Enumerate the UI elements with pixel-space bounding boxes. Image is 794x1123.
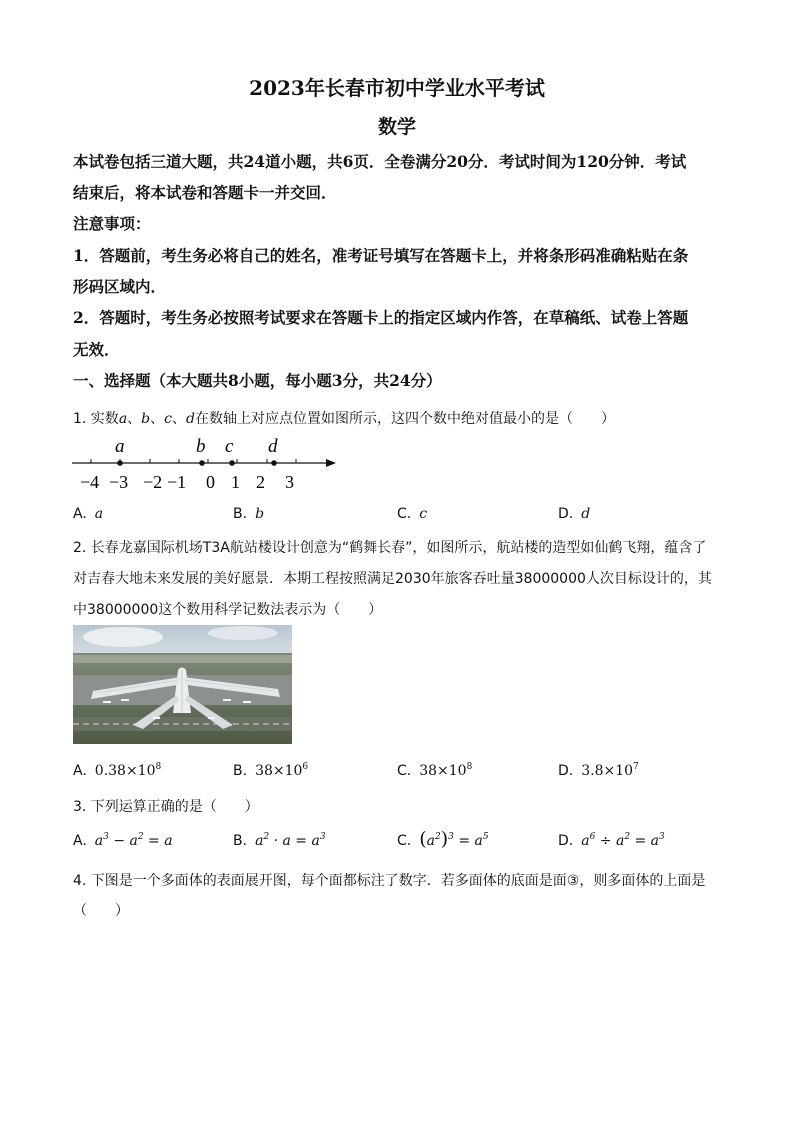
q1-sep-3: 、 [171, 411, 186, 427]
q1-sep-1: 、 [127, 411, 142, 427]
section-1-heading: 一、选择题（本大题共8小题，每小题3分，共24分） [73, 371, 442, 390]
option-label: C. [397, 763, 412, 779]
note-2-line-2: 无效． [73, 340, 120, 359]
notes-heading: 注意事项： [73, 214, 151, 233]
q3-option-b[interactable] [233, 832, 326, 849]
question-1-text [73, 408, 615, 428]
q1-number-line [68, 432, 348, 494]
q2-line-1: 2. 长春龙嘉国际机场T3A航站楼设计创意为“鹤舞长春”，如图所示，航站楼的造型如仙鹤飞翔，蕴含了 [73, 540, 707, 556]
q4-line-1: 4. 下图是一个多面体的表面展开图，每个面都标注了数字．若多面体的底面是面③，则多面体的上面是 [73, 873, 706, 889]
airport-terminal-image [73, 625, 292, 744]
q1-suffix: 在数轴上对应点位置如图所示，这四个数中绝对值最小的是（ ） [194, 411, 615, 427]
tick-label: −4 [80, 472, 100, 492]
q2-option-d[interactable] [558, 762, 639, 779]
option-value: a [94, 506, 104, 522]
q1-var-a: a [118, 411, 128, 427]
intro-line-1: 本试卷包括三道大题，共24道小题，共6页．全卷满分20分．考试时间为120分钟．考试 [73, 152, 687, 171]
tick-label: −2 [143, 472, 163, 492]
option-base: 38×10 [419, 763, 467, 779]
option-expression: $a^6 \div a^2 = a^3$ [581, 832, 665, 849]
option-label: B. [233, 833, 248, 849]
option-exponent: 7 [633, 762, 639, 772]
exam-subject: 数学 [377, 116, 416, 138]
note-1-line-1: 1．答题前，考生务必将自己的姓名，准考证号填写在答题卡上，并将条形码准确粘贴在条 [73, 246, 689, 265]
q2-line-3: 中38000000这个数用科学记数法表示为（ ） [73, 602, 383, 618]
q1-option-b[interactable] [233, 506, 264, 522]
q3-option-c[interactable] [397, 828, 489, 850]
option-value: d [581, 506, 591, 522]
option-base: 0.38×10 [94, 763, 156, 779]
option-expression: $(a^2)^3 = a^5$ [419, 828, 489, 850]
q1-option-a[interactable] [73, 506, 103, 522]
option-label: C. [397, 833, 412, 849]
option-exponent: 6 [302, 762, 309, 772]
q2-line-2: 对吉春大地未来发展的美好愿景．本期工程按照满足2030年旅客吞吐量38000000人次目标设计的，其 [73, 571, 712, 587]
q3-text: 3. 下列运算正确的是（ ） [73, 799, 259, 815]
number-line-arrow [326, 459, 336, 467]
tick-label: −3 [109, 472, 129, 492]
q2-option-b[interactable] [233, 762, 308, 779]
option-label: A. [73, 763, 87, 779]
point-a [117, 460, 123, 466]
option-label: B. [233, 763, 248, 779]
option-label: A. [73, 833, 87, 849]
point-label-c: c [225, 436, 234, 457]
q3-option-d[interactable] [558, 832, 665, 849]
option-label: D. [558, 763, 574, 779]
q2-option-c[interactable] [397, 762, 472, 779]
q4-line-2: （ ） [73, 903, 129, 919]
option-exponent: 8 [155, 762, 162, 772]
point-d [271, 460, 277, 466]
tick-label: −1 [167, 472, 187, 492]
q1-option-c[interactable] [397, 506, 427, 522]
option-exponent: 8 [466, 762, 473, 772]
note-2-line-1: 2．答题时，考生务必按照考试要求在答题卡上的指定区域内作答，在草稿纸、试卷上答题 [73, 308, 689, 327]
q1-prefix: 1. 实数 [73, 411, 119, 427]
option-value: b [255, 506, 265, 522]
option-expression: $a^2 \cdot a = a^3$ [255, 832, 326, 849]
q1-var-d: d [185, 411, 195, 427]
option-label: C. [397, 506, 412, 522]
tick-label: 0 [206, 472, 215, 492]
q1-var-b: b [141, 411, 151, 427]
point-label-a: a [115, 436, 125, 457]
point-label-d: d [268, 436, 278, 457]
option-label: B. [233, 506, 248, 522]
option-label: D. [558, 506, 574, 522]
q3-option-a[interactable] [73, 832, 173, 849]
tick-label: 1 [231, 472, 240, 492]
point-label-b: b [196, 436, 206, 457]
tick-label: 2 [256, 472, 265, 492]
q2-option-a[interactable] [73, 762, 161, 779]
option-value: c [419, 506, 428, 522]
note-1-line-2: 形码区域内． [73, 277, 167, 296]
q1-option-d[interactable] [558, 506, 590, 522]
tick-label: 3 [285, 472, 294, 492]
point-c [229, 460, 235, 466]
intro-line-2: 结束后，将本试卷和答题卡一并交回． [73, 183, 337, 202]
q1-var-c: c [164, 411, 172, 427]
exam-title: 2023年长春市初中学业水平考试 [249, 76, 545, 100]
option-expression: $a^3 - a^2 = a$ [94, 832, 173, 849]
option-base: 3.8×10 [581, 763, 634, 779]
airport-illustration [73, 625, 292, 744]
option-label: D. [558, 833, 574, 849]
point-b [199, 460, 205, 466]
option-label: A. [73, 506, 87, 522]
q1-sep-2: 、 [150, 411, 165, 427]
option-base: 38×10 [255, 763, 303, 779]
